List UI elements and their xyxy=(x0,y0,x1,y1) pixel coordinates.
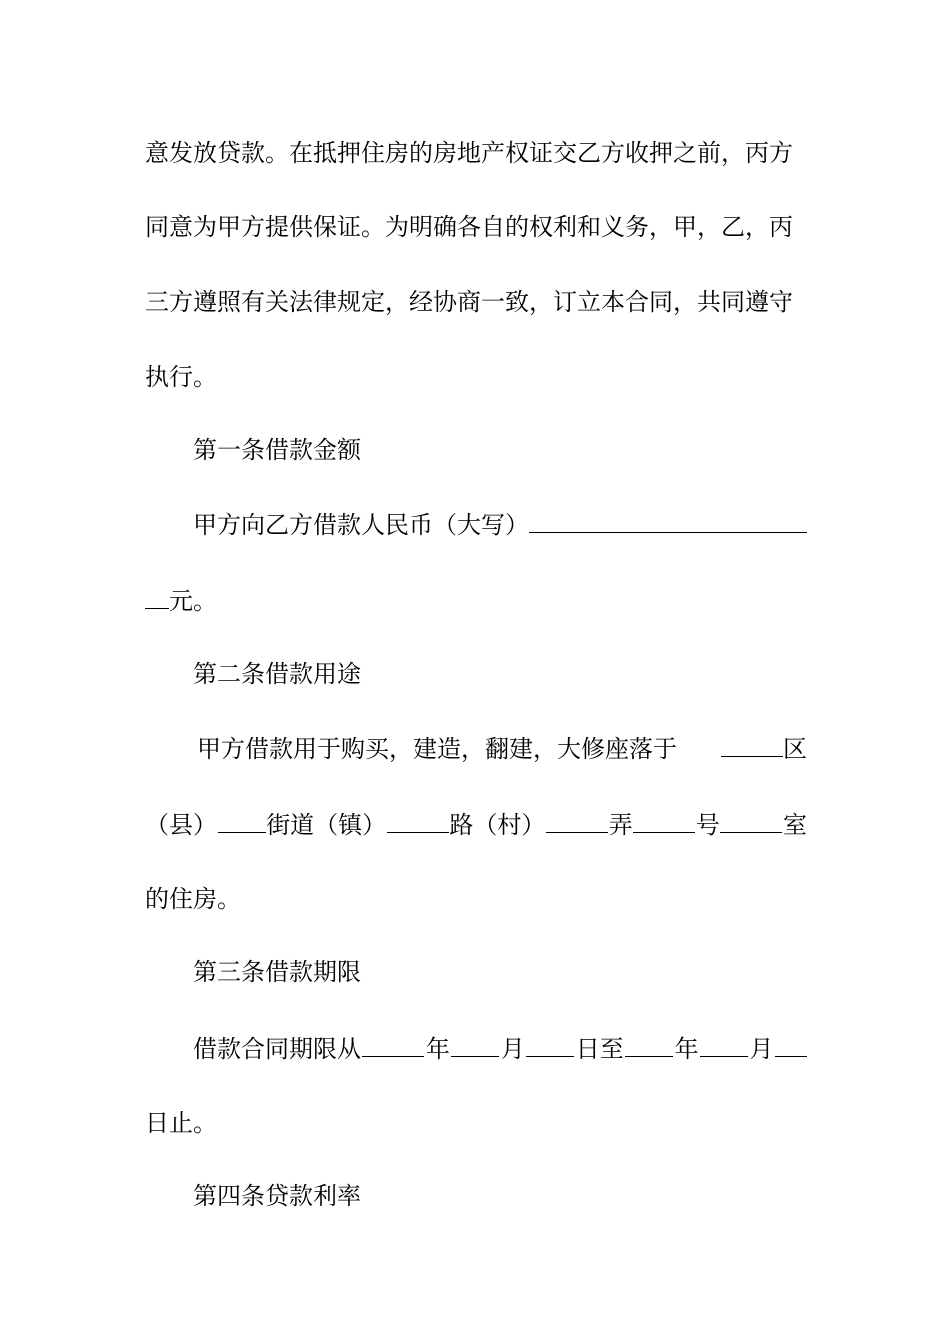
article-2-text-end: 的住房。 xyxy=(145,885,241,913)
article-1-heading: 第一条借款金额 xyxy=(193,436,361,464)
room-label: 室 xyxy=(782,811,807,839)
county-label: （县） xyxy=(145,811,217,839)
number-blank[interactable] xyxy=(633,810,695,833)
number-label: 号 xyxy=(695,811,720,839)
article-3-text-line-1 xyxy=(193,1034,807,1064)
article-1-text-start: 甲方向乙方借款人民币（大写） xyxy=(193,511,529,539)
end-year-label: 年 xyxy=(674,1035,699,1063)
article-2-text-line-1 xyxy=(197,734,807,764)
paragraph-line-3: 三方遵照有关法律规定，经协商一致，订立本合同，共同遵守 xyxy=(145,288,793,316)
start-month-blank[interactable] xyxy=(451,1034,499,1057)
paragraph-line-1: 意发放贷款。在抵押住房的房地产权证交乙方收押之前，丙方 xyxy=(145,139,793,167)
room-blank[interactable] xyxy=(720,810,782,833)
street-label: 街道（镇） xyxy=(266,811,387,839)
article-4-heading: 第四条贷款利率 xyxy=(193,1182,361,1210)
paragraph-line-2: 同意为甲方提供保证。为明确各自的权利和义务，甲，乙，丙 xyxy=(145,213,793,241)
article-1-text xyxy=(193,510,807,540)
start-month-label: 月 xyxy=(500,1035,525,1063)
article-3-heading: 第三条借款期限 xyxy=(193,958,361,986)
amount-blank[interactable] xyxy=(529,510,807,533)
amount-blank-continued[interactable] xyxy=(145,586,169,609)
start-year-label: 年 xyxy=(425,1035,450,1063)
article-2-text-start: 甲方借款用于购买，建造，翻建，大修座落于 xyxy=(197,735,677,763)
end-day-blank[interactable] xyxy=(775,1034,807,1057)
article-2-text-line-2 xyxy=(145,810,807,840)
road-label: 路（村） xyxy=(449,811,546,839)
district-label: 区 xyxy=(783,735,807,763)
end-month-label: 月 xyxy=(749,1035,774,1063)
article-3-text-end: 日止。 xyxy=(145,1109,217,1137)
district-blank[interactable] xyxy=(721,734,783,757)
street-blank[interactable] xyxy=(218,810,266,833)
start-year-blank[interactable] xyxy=(362,1034,424,1057)
article-1-text-end: 元。 xyxy=(169,587,217,615)
article-1-text-end-line xyxy=(145,586,807,616)
start-day-blank[interactable] xyxy=(526,1034,574,1057)
article-3-text-start: 借款合同期限从 xyxy=(193,1035,361,1063)
paragraph-line-4: 执行。 xyxy=(145,363,217,391)
lane-blank[interactable] xyxy=(546,810,608,833)
end-year-blank[interactable] xyxy=(625,1034,673,1057)
article-2-heading: 第二条借款用途 xyxy=(193,660,361,688)
start-day-label: 日至 xyxy=(575,1035,624,1063)
lane-label: 弄 xyxy=(608,811,633,839)
end-month-blank[interactable] xyxy=(700,1034,748,1057)
road-blank[interactable] xyxy=(387,810,449,833)
